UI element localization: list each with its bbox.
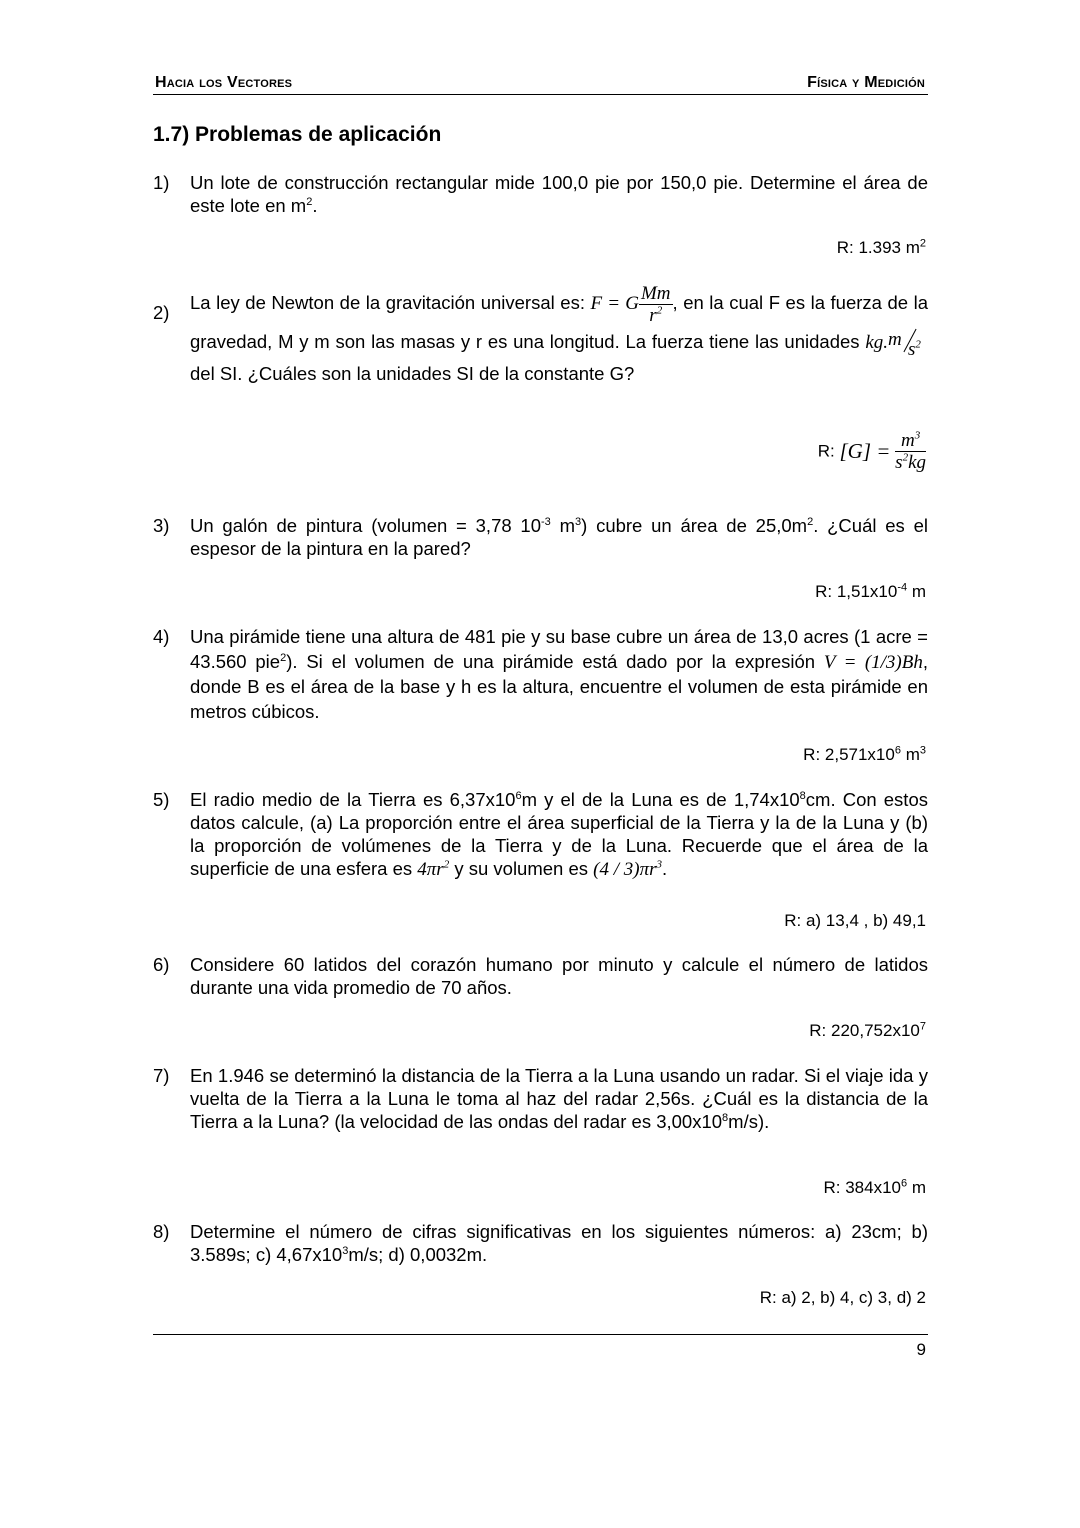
problem-number: 6) xyxy=(153,954,170,975)
force-units: kg. m $s^2$ xyxy=(865,329,921,360)
answer-2: R: [G] = $\frac{m^3}{s^2kg}$ xyxy=(817,429,926,473)
problem-text: El radio medio de la Tierra es $6,37x10^6m$ y el de la Luna es de $1,74x10^8cm$. Con estos datos calcule, (a) La proporción entre el área superficial de la Tierra y la de la Luna y (b) la proporción de volúmenes de la Tierra y de la Luna. Recuerde que el área de la superficie de una esfera es $4\pi r^2$ y su volumen es $(4 / 3)\pi r^3$. xyxy=(190,789,928,880)
problem-text: Un galón de pintura (volumen = 3,78 $10^{-3}$ $m^3$) cubre un área de $25,0m^2$. ¿Cuál es el espesor de la pintura en la pared? xyxy=(190,515,928,559)
problem-5 xyxy=(153,788,928,881)
answer-8: R: a) 2, b) 4, c) 3, d) 2 xyxy=(759,1288,926,1307)
answer-1: R: 1.393 $m^2$ xyxy=(836,237,926,257)
problem-number: 2) xyxy=(153,302,170,323)
problem-number: 3) xyxy=(153,515,170,536)
answer-4: R: $2,571x10^6$ $m^3$ xyxy=(803,744,926,764)
problem-number: 8) xyxy=(153,1221,170,1242)
page-number: 9 xyxy=(916,1340,926,1359)
problem-7 xyxy=(153,1064,928,1133)
header-left-title: Hacia los Vectores xyxy=(155,74,293,91)
answer-6: R: $220,752x10^7$ xyxy=(809,1020,926,1040)
problem-4 xyxy=(153,625,928,724)
problem-2 xyxy=(153,283,928,389)
problem-text: Considere 60 latidos del corazón humano por minuto y calcule el número de latidos durante una vida promedio de 70 años. xyxy=(190,954,928,998)
problem-number: 7) xyxy=(153,1065,170,1086)
answer-3: R: $1,51x10^{-4}$ m xyxy=(815,581,926,601)
problem-text: Determine el número de cifras significativas en los siguientes números: a) 23cm; b) 3.589s; c) $4,67x10^3m/s$; d) 0,0032m. xyxy=(190,1221,928,1265)
problem-3 xyxy=(153,514,928,560)
problem-text: Un lote de construcción rectangular mide 100,0 pie por 150,0 pie. Determine el área de este lote en $m^2$. xyxy=(190,172,928,216)
header-right-title: Física y Medición xyxy=(807,74,925,91)
problem-1 xyxy=(153,171,928,217)
problem-number: 1) xyxy=(153,172,170,193)
problem-number: 5) xyxy=(153,789,170,810)
section-title: 1.7) Problemas de aplicación xyxy=(153,123,442,146)
sphere-area-formula: $4\pi r^2$ xyxy=(417,858,450,880)
problem-8 xyxy=(153,1220,928,1266)
gravity-formula: F = G $\frac{Mm}{r^2}$ xyxy=(590,283,671,326)
problem-number: 4) xyxy=(153,626,170,647)
problem-text: Una pirámide tiene una altura de 481 pie y su base cubre un área de 13,0 acres (1 acre = 43.560 pie$^2$). Si el volumen de una pirámide está dado por la expresión V = (1/3)Bh, donde B es el área de la base y h es la altura, encuentre el volumen de esta pirámide en metros cúbicos. xyxy=(190,626,928,722)
sphere-volume-formula: $(4 / 3)\pi r^3$ xyxy=(593,858,663,880)
problem-6 xyxy=(153,953,928,999)
pyramid-volume-formula: V = (1/3)Bh xyxy=(823,651,923,673)
answer-5: R: a) 13,4 , b) 49,1 xyxy=(784,911,926,930)
page-header xyxy=(153,72,928,95)
problem-text: En 1.946 se determinó la distancia de la Tierra a la Luna usando un radar. Si el viaje ida y vuelta de la Tierra a la Luna le toma al haz del radar 2,56s. ¿Cuál es la distancia de la Tierra a la Luna? (la velocidad de las ondas del radar es $3,00x10^8m/s$). xyxy=(190,1065,928,1132)
problem-text: La ley de Newton de la gravitación universal es: F = G $\frac{Mm}{r^2}$ , en la cual F es la fuerza de la gravedad, M y m son las masas y r es una longitud. La fuerza tiene las unidades kg. m $s^2$ del SI. ¿Cuáles son la unidades SI de la constante G? xyxy=(190,283,929,384)
answer-7: R: $384x10^6$ m xyxy=(823,1177,926,1197)
footer-divider xyxy=(153,1334,928,1335)
